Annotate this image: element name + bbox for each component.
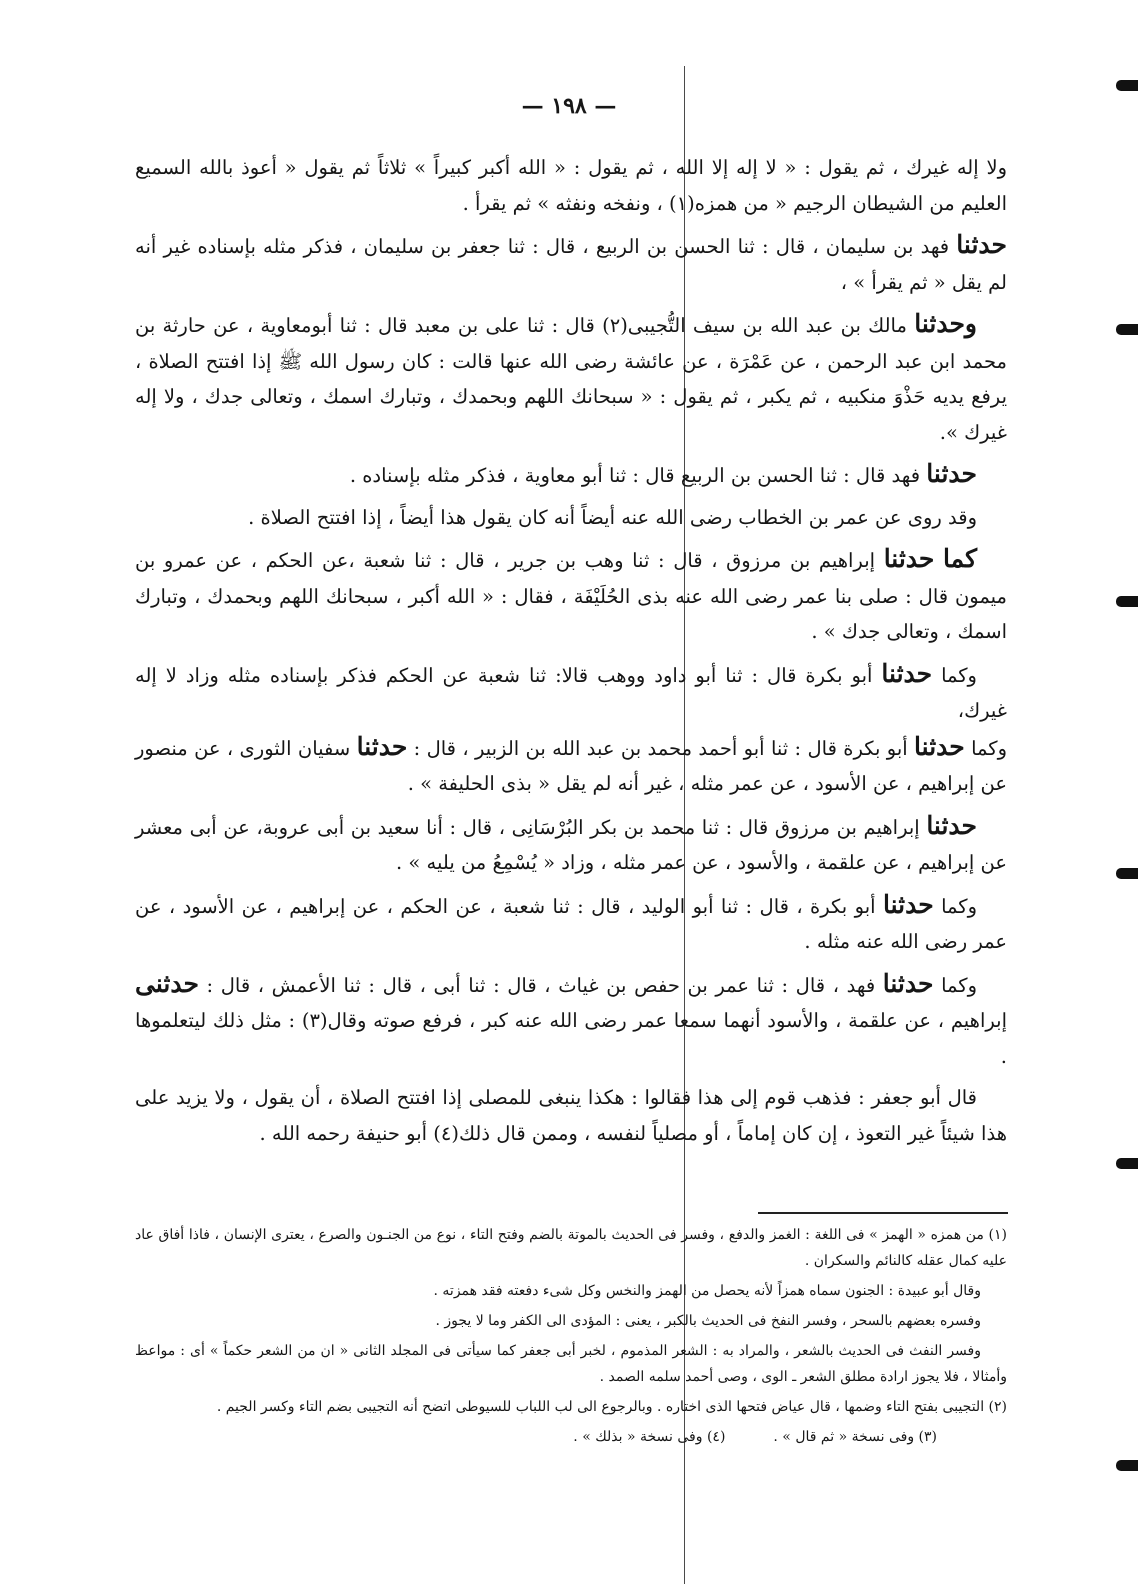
keyword-haddathana: حدثنا [881,658,933,688]
paragraph: كما حدثنا إبراهيم بن مرزوق ، قال : ثنا وهب بن جرير ، قال : ثنا شعبة ،عن الحكم ، عن عمرو بن ميمون قال : صلى بنا عمر رضى الله عنه بذى الحُلَيْفَة ، فقال : « الله أكبر ، سبحانك اللهم وبحمدك ، وتبارك اسمك ، وتعالى جدك » . [135,544,1007,643]
keyword-haddathana: حدثنا [926,459,977,488]
paragraph: وكما حدثنا أبو بكرة قال : ثنا أبو أحمد محمد بن عبد الله بن الزبير ، قال : حدثنا سفيان الثورى ، عن منصور عن إبراهيم ، عن الأسود ، عن عمر مثله ، غير أنه لم يقل « بذى الحليفة » . [135,731,1008,795]
footnote: (٣) وفى نسخة « ثم قال » . [773,1429,937,1445]
keyword-haddathana: حدثنا [914,731,965,761]
keyword-haddathana: حدثنا [914,309,965,338]
edge-mark [1116,80,1138,91]
keyword-haddathani: حدثنى [135,968,199,998]
paragraph: حدثنا فهد قال : ثنا الحسن بن الربيع قال : ثنا أبو معاوية ، فذكر مثله بإسناده . [349,459,977,488]
main-text [135,150,1007,1157]
keyword-haddathana: حدثنا [883,544,935,573]
footnote: (١) من همزه « الهمز » فى اللغة : الغمز والدفع ، وفسر فى الحديث بالموتة بالضم وفتح التاء ، نوع من الجنـون والصرع ، يعترى الإنسان ، فاذا أفاق عاد عليه كمال عقله كالنائم والسكران . [135,1227,1007,1269]
keyword-haddathana: حدثنا [926,810,978,840]
paragraph: وقد روى عن عمر بن الخطاب رضى الله عنه أيضاً أنه كان يقول هذا أيضاً ، إذا افتتح الصلاة . [248,505,977,529]
keyword-haddathana: حدثنا [882,889,934,919]
footnote: وفسر النفث فى الحديث بالشعر ، والمراد به : الشعر المذموم ، لخبر أبى جعفر كما سيأتى فى المجلد الثانى « ان من الشعر حكماً » أى : مواعظ وأمثالا ، فلا يجوز ارادة مطلق الشعر ـ الوى ، وصى أحمد سلمه الصمد . [135,1343,1007,1385]
footnote-separator [758,1212,1008,1214]
page-number: — ١٩٨ — [521,93,617,119]
paragraph: حدثنا إبراهيم بن مرزوق قال : ثنا محمد بن بكر البُرْسَانِى ، قال : أنا سعيد بن أبى عروبة، عن أبى معشر عن إبراهيم ، عن علقمة ، والأسود ، عن عمر مثله ، وزاد « يُسْمِعُ من يليه » . [135,810,1007,874]
keyword-haddathana: حدثنا [356,731,408,761]
paragraph: وكما حدثنا أبو بكرة ، قال : ثنا أبو الوليد ، قال : ثنا شعبة ، عن الحكم ، عن إبراهيم ، عن الأسود ، عن عمر رضى الله عنه مثله . [135,889,1007,953]
footnote: وقال أبو عبيدة : الجنون سماه همزاً لأنه يحصل من الهمز والنخس وكل شىء دفعته فقد همزته . [433,1283,981,1299]
footnote-row [135,1424,1007,1450]
paragraph: وكما حدثنا أبو بكرة قال : ثنا أبو داود ووهب قالا: ثنا شعبة عن الحكم فذكر بإسناده مثله وزاد لا إله غيرك، [135,658,1007,722]
paragraph: وكما حدثنا فهد ، قال : ثنا عمر بن حفص بن غياث ، قال : ثنا أبى ، قال : ثنا الأعمش ، قال : حدثنى إبراهيم ، عن علقمة ، والأسود أنهما سمعا عمر رضى الله عنه كبر ، فرفع صوته وقال(٣) : مثل ذلك ليتعلموها . [135,968,1007,1068]
edge-mark [1116,1158,1138,1169]
paragraph: قال أبو جعفر : فذهب قوم إلى هذا فقالوا : هكذا ينبغى للمصلى إذا افتتح الصلاة ، أن يقول ، ولا يزيد على هذا شيئاً غير التعوذ ، إن كان إماماً ، أو مصلياً لنفسه ، وممن قال ذلك(٤) أبو حنيفة رحمه الله . [135,1086,1007,1145]
keyword-haddathana: حدثنا [956,230,1007,259]
edge-mark [1116,596,1138,607]
paragraph: وحدثنا مالك بن عبد الله بن سيف التُّجيبى(٢) قال : ثنا على بن معبد قال : ثنا أبومعاوية ، عن حارثة بن محمد ابن عبد الرحمن ، عن عَمْرَة ، عن عائشة رضى الله عنها قالت : كان رسول الله ﷺ إذا افتتح الصلاة ، يرفع يديه حَذْوَ منكبيه ، ثم يكبر ، ثم يقول : « سبحانك اللهم وبحمدك ، وتبارك اسمك ، وتعالى جدك ، ولا إله غيرك ». [135,309,1007,444]
keyword-haddathana: حدثنا [882,968,934,998]
paragraph: ولا إله غيرك ، ثم يقول : « لا إله إلا الله ، ثم يقول : « الله أكبر كبيراً » ثلاثاً ثم يقول « أعوذ بالله السميع العليم من الشيطان الرجيم « من همزه(١) ، ونفخه ونفثه » ثم يقرأ . [135,156,1007,215]
edge-mark [1116,1460,1138,1471]
footnotes [135,1222,1007,1450]
footnote: (٢) التجيبى بفتح التاء وضمها ، قال عياض فتحها الذى اختاره . وبالرجوع الى لب اللباب للسيوطى اتضح أنه التجيبى بضم التاء وكسر الجيم . [216,1399,1007,1415]
edge-mark [1116,324,1138,335]
paragraph: حدثنا فهد بن سليمان ، قال : ثنا الحسن بن الربيع ، قال : ثنا جعفر بن سليمان ، فذكر مثله بإسناده غير أنه لم يقل « ثم يقرأ » ، [135,230,1007,294]
footnote: (٤) وفى نسخة « بذلك » . [573,1429,726,1445]
footnote: وفسره بعضهم بالسحر ، وفسر النفخ فى الحديث بالكبر ، يعنى : المؤدى الى الكفر وما لا يجوز . [435,1313,981,1329]
edge-mark [1116,868,1138,879]
